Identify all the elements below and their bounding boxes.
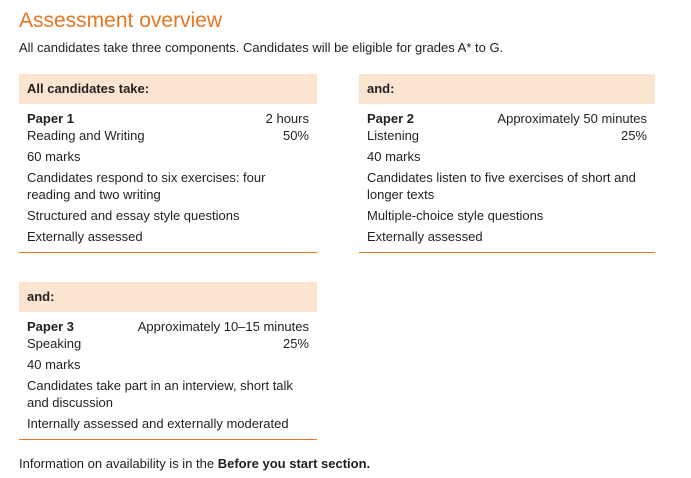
paper-duration: Approximately 10–15 minutes xyxy=(137,319,309,334)
paper-assessment: Internally assessed and externally moderated xyxy=(27,416,289,431)
skill-weighting-row xyxy=(27,127,309,144)
paper-description: Candidates respond to six exercises: four reading and two writing xyxy=(27,170,266,202)
component-box-paper-2 xyxy=(359,74,655,253)
intro-text: All candidates take three components. Candidates will be eligible for grades A* to G. xyxy=(19,40,504,55)
paper-weighting: 50% xyxy=(282,128,309,143)
paper-question-style: Structured and essay style questions xyxy=(27,208,240,223)
box-body xyxy=(19,312,317,440)
page-title: Assessment overview xyxy=(19,9,223,32)
footer-bold-text: Before you start section. xyxy=(217,456,371,471)
component-box-paper-3 xyxy=(19,282,317,440)
box-heading: and: xyxy=(359,74,655,104)
paper-name: Paper 3 xyxy=(27,319,74,334)
paper-weighting: 25% xyxy=(620,128,647,143)
paper-assessment: Externally assessed xyxy=(367,229,483,244)
paper-skill: Reading and Writing xyxy=(27,128,145,143)
paper-weighting: 25% xyxy=(282,336,309,351)
paper-marks: 60 marks xyxy=(27,149,81,164)
box-body xyxy=(359,104,655,253)
paper-marks: 40 marks xyxy=(27,357,81,372)
footer-text: Information on availability is in the xyxy=(19,456,218,471)
paper-duration-row xyxy=(27,110,309,127)
footer-note xyxy=(19,456,370,472)
paper-assessment: Externally assessed xyxy=(27,229,143,244)
paper-marks: 40 marks xyxy=(367,149,421,164)
component-box-paper-1 xyxy=(19,74,317,253)
paper-duration: 2 hours xyxy=(265,111,309,126)
paper-duration-row xyxy=(27,318,309,335)
paper-skill: Listening xyxy=(367,128,420,143)
paper-name: Paper 1 xyxy=(27,111,74,126)
paper-duration: Approximately 50 minutes xyxy=(497,111,647,126)
paper-name: Paper 2 xyxy=(367,111,414,126)
paper-description: Candidates listen to five exercises of short and longer texts xyxy=(367,170,636,202)
paper-question-style: Multiple-choice style questions xyxy=(367,208,544,223)
paper-duration-row xyxy=(367,110,647,127)
skill-weighting-row xyxy=(367,127,647,144)
paper-skill: Speaking xyxy=(27,336,82,351)
box-heading: and: xyxy=(19,282,317,312)
box-body xyxy=(19,104,317,253)
box-heading: All candidates take: xyxy=(19,74,317,104)
paper-description: Candidates take part in an interview, short talk and discussion xyxy=(27,378,293,410)
skill-weighting-row xyxy=(27,335,309,352)
